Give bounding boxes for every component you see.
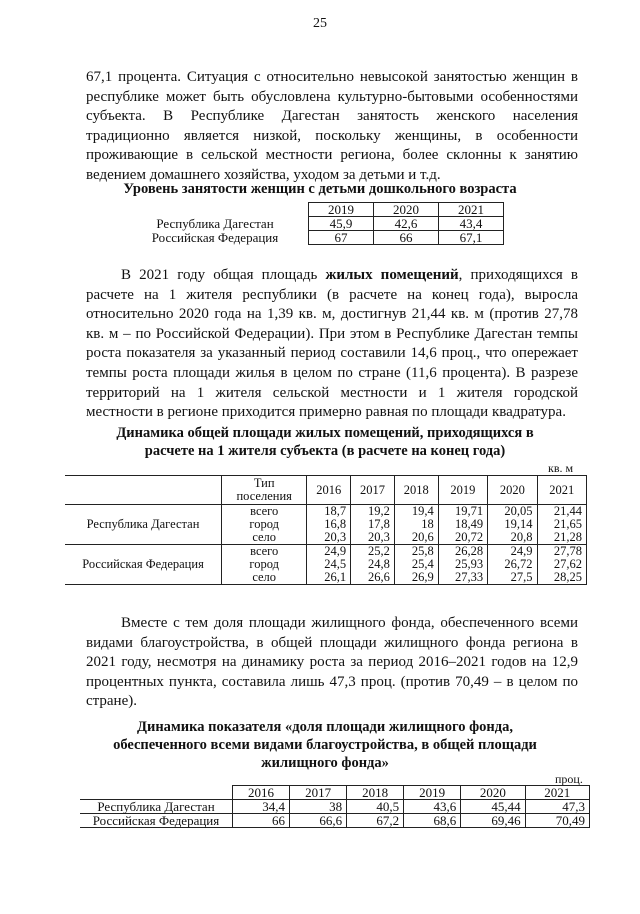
row-label: Российская Федерация [122,231,309,245]
title-line: Динамика общей площади жилых помещений, приходящихся в [116,425,534,441]
table1-title: Уровень занятости женщин с детьми дошкольного возраста [123,181,517,197]
table-header-row [80,786,590,800]
table-cell: 20,3 [351,531,395,545]
table-cell: 26,28 [438,545,487,559]
table-cell: 26,72 [488,558,537,571]
type-header-line: Тип [253,476,275,490]
table-cell: 45,44 [461,800,525,814]
year-header: 2019 [309,203,374,217]
settlement-type: город [222,558,307,571]
table-cell: 34,4 [233,800,290,814]
table-cell: 67,1 [439,231,504,245]
table-cell: 27,33 [438,571,487,585]
table-cell: 16,8 [307,518,351,531]
region-label: Российская Федерация [65,545,222,585]
year-header: 2020 [488,476,537,505]
table-cell: 27,5 [488,571,537,585]
year-header: 2016 [233,786,290,800]
table-cell: 47,3 [525,800,589,814]
table-row [122,231,504,245]
table-cell: 24,8 [351,558,395,571]
settlement-type: село [222,531,307,545]
table-cell: 20,3 [307,531,351,545]
table-row [65,545,587,559]
row-label: Республика Дагестан [122,217,309,231]
year-header: 2021 [537,476,586,505]
year-header: 2017 [351,476,395,505]
page-number: 25 [313,16,327,31]
year-header: 2018 [347,786,404,800]
table-cell: 28,25 [537,571,586,585]
table-cell: 66 [233,814,290,828]
table-header-row [65,476,587,505]
paragraph-employment-intro: 67,1 процента. Ситуация с относительно невысокой занятостью женщин в республике может быть обусловлена культурно-бытовыми особенностями субъекта. В Республике Дагестан занятость женского населения традиционно является низкой, поскольку женщины, в особенности проживающие в сельской местности региона, более склонны к занятию ведением домашнего хозяйства, уходом за детьми и т.д. [86,69,578,183]
table-cell: 19,4 [394,505,438,519]
type-header [222,476,307,505]
table-cell: 26,9 [394,571,438,585]
paragraph-text: В 2021 году общая площадь [121,267,326,283]
paragraph-text: , приходящихся в расчете на 1 жителя республики (в расчете на конец года), выросла относительно 2020 года на 1,39 кв. м, достигнув 21,44 кв. м (против 27,78 кв. м – по Российской Федерации). При этом в Республике Дагестан темпы роста показателя за указанный период составили 14,6 проц., что опережает темпы роста площади жилья в целом по стране (11,6 процента). В разрезе территорий на 1 жителя сельской местности и 1 жителя городской местности в регионе приходится примерно равная по площади квадратура. [86,267,578,421]
table-cell: 25,8 [394,545,438,559]
title-line: расчете на 1 жителя субъекта (в расчете на конец года) [144,443,506,459]
table-cell: 21,44 [537,505,586,519]
paragraph-amenities: Вместе с тем доля площади жилищного фонда, обеспеченного всеми видами благоустройства, в общей площади жилищного фонда региона в 2021 году, несмотря на динамику роста за период 2016–2021 годов на 12,9 процентных пункта, составила лишь 47,3 проц. (против 70,49 – в целом по стране). [86,615,578,710]
table-cell: 66 [374,231,439,245]
table-cell: 20,72 [438,531,487,545]
year-header: 2019 [438,476,487,505]
year-header: 2020 [374,203,439,217]
table-cell: 27,62 [537,558,586,571]
table-cell: 24,5 [307,558,351,571]
year-header: 2018 [394,476,438,505]
row-label: Российская Федерация [80,814,233,828]
table-cell: 66,6 [290,814,347,828]
table-women-employment [122,202,504,245]
table-cell: 21,28 [537,531,586,545]
row-label: Республика Дагестан [80,800,233,814]
table-living-space [65,475,587,585]
table-cell: 21,65 [537,518,586,531]
table-cell: 19,71 [438,505,487,519]
table-cell: 19,2 [351,505,395,519]
settlement-type: всего [222,505,307,519]
year-header: 2021 [525,786,589,800]
table-cell: 70,49 [525,814,589,828]
table-cell: 38 [290,800,347,814]
table-cell: 43,6 [404,800,461,814]
table-cell: 18,49 [438,518,487,531]
table-header-row [122,203,504,217]
type-header-line: поселения [236,489,292,503]
title-line: Динамика показателя «доля площади жилищного фонда, [137,719,513,735]
table2-unit: кв. м [548,461,574,475]
table-cell: 25,93 [438,558,487,571]
table-cell: 42,6 [374,217,439,231]
table-cell: 26,1 [307,571,351,585]
table-cell: 24,9 [307,545,351,559]
table-cell: 45,9 [309,217,374,231]
region-label: Республика Дагестан [65,505,222,545]
table-row [80,800,590,814]
settlement-type: всего [222,545,307,559]
table3-unit: проц. [555,772,583,786]
year-header: 2019 [404,786,461,800]
table-cell: 27,78 [537,545,586,559]
table-cell: 67 [309,231,374,245]
table3-title [60,718,590,772]
table-cell: 25,4 [394,558,438,571]
title-line: жилищного фонда» [261,755,389,771]
table-corner-cell [122,203,309,217]
table-row [65,505,587,519]
settlement-type: село [222,571,307,585]
paragraph-bold-term: жилых помещений [325,267,459,283]
table-cell: 24,9 [488,545,537,559]
table-corner-cell [65,476,222,505]
paragraph-living-space [86,266,578,423]
table-cell: 40,5 [347,800,404,814]
table-cell: 68,6 [404,814,461,828]
title-line: обеспеченного всеми видами благоустройства, в общей площади [113,737,537,753]
table2-title [60,424,590,460]
year-header: 2016 [307,476,351,505]
table-cell: 67,2 [347,814,404,828]
year-header: 2020 [461,786,525,800]
table-cell: 25,2 [351,545,395,559]
table-cell: 18 [394,518,438,531]
table-amenities-share [80,785,590,828]
table-cell: 20,6 [394,531,438,545]
table-cell: 43,4 [439,217,504,231]
table-cell: 69,46 [461,814,525,828]
year-header: 2021 [439,203,504,217]
table-cell: 18,7 [307,505,351,519]
table-cell: 20,8 [488,531,537,545]
table-row [80,814,590,828]
table-row [122,217,504,231]
table-cell: 19,14 [488,518,537,531]
table-corner-cell [80,786,233,800]
table-cell: 20,05 [488,505,537,519]
table-cell: 17,8 [351,518,395,531]
year-header: 2017 [290,786,347,800]
settlement-type: город [222,518,307,531]
table-cell: 26,6 [351,571,395,585]
